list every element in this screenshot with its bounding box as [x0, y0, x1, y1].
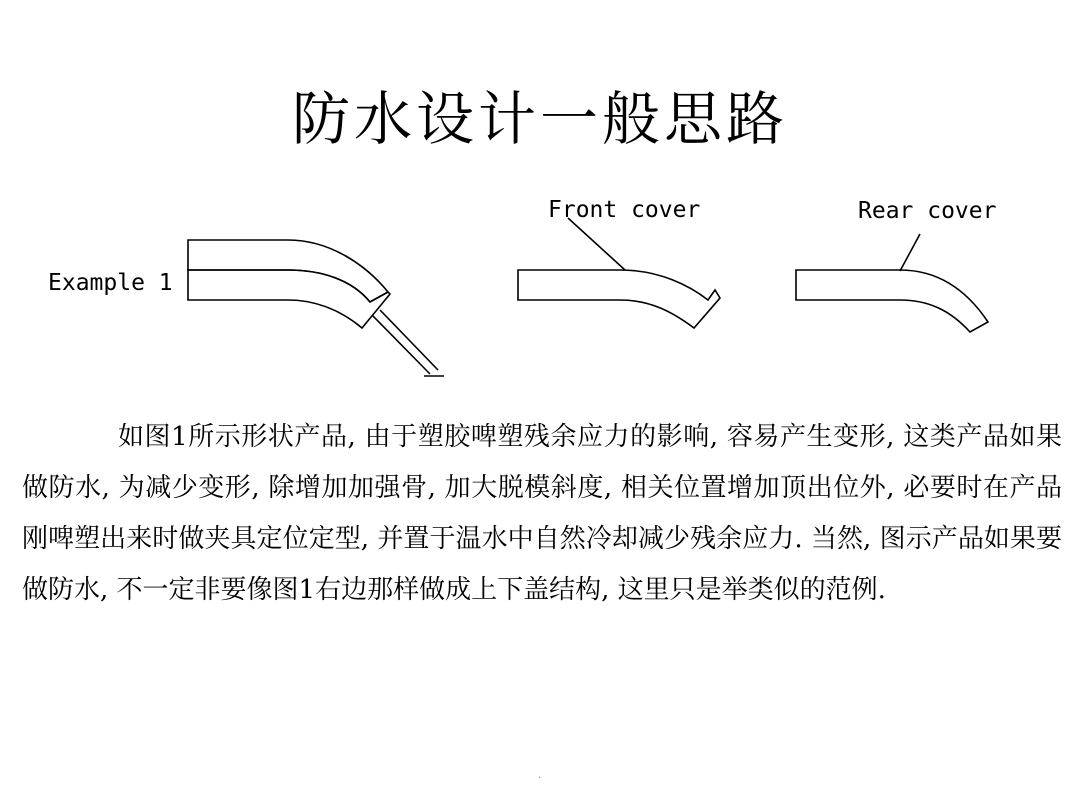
footer-mark: .: [538, 770, 542, 781]
rear-cover-leader: [900, 234, 920, 271]
front-cover-leader: [568, 218, 625, 270]
slide-title: 防水设计一般思路: [291, 85, 788, 153]
example-label: Example 1: [48, 270, 173, 296]
example-lower-cover: [188, 270, 390, 328]
description-paragraph: 如图1所示形状产品, 由于塑胶啤塑残余应力的影响, 容易产生变形, 这类产品如果做防水, 为减少变形, 除增加加强骨, 加大脱模斜度, 相关位置增加顶出位外, 必要时在产品刚啤塑出来时做夹具定位定型, 并置于温水中自然冷却减少残余应力. 当然, 图示产品如果要做防水, 不一定非要像图1右边那样做成上下盖结构, 这里只是举类似的范例.: [22, 422, 1062, 605]
waterproof-diagram: [0, 180, 1080, 390]
example-leader-line-2: [380, 310, 438, 370]
rear-cover-shape: [796, 270, 988, 332]
rear-cover-label: Rear cover: [858, 198, 997, 224]
front-cover-shape: [518, 270, 720, 328]
example-upper-cover: [188, 240, 388, 302]
example-leader-line-1: [372, 315, 430, 374]
front-cover-label: Front cover: [548, 197, 701, 223]
